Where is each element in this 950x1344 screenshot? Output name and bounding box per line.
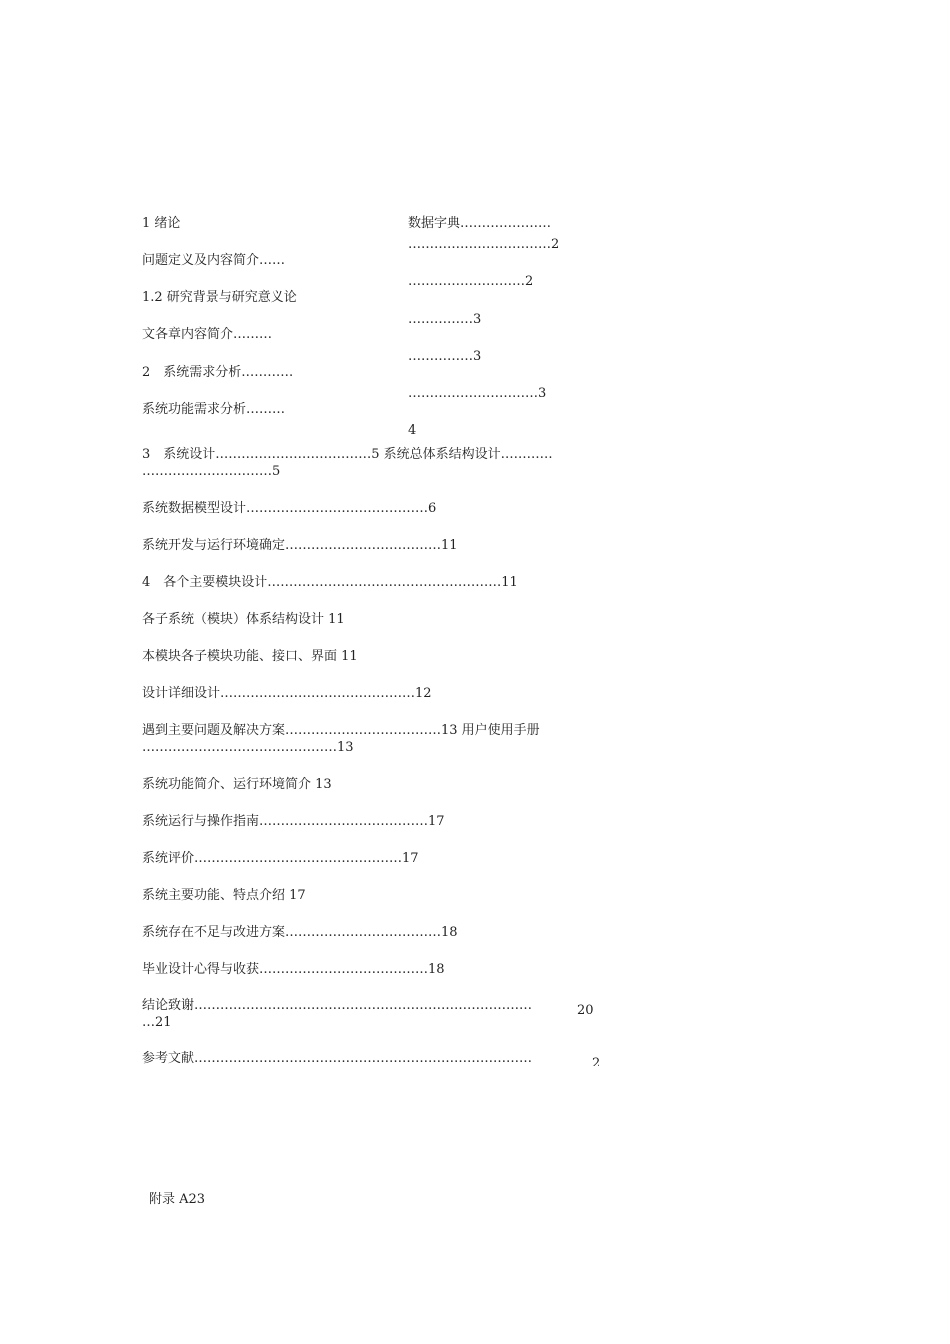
toc-page-number: ……………………………2 bbox=[408, 237, 560, 252]
toc-page-number: …………………………3 bbox=[408, 386, 547, 401]
toc-entry-submodule-functions: 本模块各子模块功能、接口、界面 11 bbox=[142, 649, 358, 664]
toc-entry-problems-solutions: 遇到主要问题及解决方案………………………………13 用户使用手册 bbox=[142, 723, 540, 738]
toc-page-number: ………………………2 bbox=[408, 274, 534, 289]
toc-entry-appendix: 附录 A23 bbox=[149, 1192, 206, 1207]
toc-entry-requirements: 2 系统需求分析………… bbox=[142, 365, 294, 380]
toc-page-number: ……………3 bbox=[408, 349, 482, 364]
toc-entry-detailed-design: 设计详细设计………………………………………12 bbox=[142, 686, 432, 701]
toc-page-number: ………………………………………13 bbox=[142, 740, 354, 755]
toc-entry-functional-requirements: 系统功能需求分析……… bbox=[142, 402, 286, 417]
toc-entry-references: 参考文献…………………………………………………………………… bbox=[142, 1051, 533, 1066]
toc-entry-system-design: 3 系统设计………………………………5 系统总体系结构设计………… bbox=[142, 447, 553, 462]
toc-entry-environment: 系统开发与运行环境确定………………………………11 bbox=[142, 538, 458, 553]
toc-entry-data-dictionary: 数据字典………………… bbox=[408, 216, 552, 231]
toc-page-number: 20 bbox=[577, 1003, 594, 1015]
toc-page-number: 2 bbox=[592, 1056, 601, 1066]
toc-page-number: …21 bbox=[142, 1015, 172, 1030]
toc-entry-modules: 4 各个主要模块设计………………………………………………11 bbox=[142, 575, 518, 590]
toc-page-number: …………………………5 bbox=[142, 464, 281, 479]
toc-entry-shortcomings: 系统存在不足与改进方案………………………………18 bbox=[142, 925, 458, 940]
toc-entry-data-model: 系统数据模型设计……………………………………6 bbox=[142, 501, 437, 516]
toc-entry-research-background: 1.2 研究背景与研究意义论 bbox=[142, 290, 297, 305]
toc-entry-subsystem-architecture: 各子系统（模块）体系结构设计 11 bbox=[142, 612, 345, 627]
toc-entry-experience: 毕业设计心得与收获…………………………………18 bbox=[142, 962, 445, 977]
toc-entry-introduction: 1 绪论 bbox=[142, 216, 181, 231]
toc-entry-system-evaluation: 系统评价…………………………………………17 bbox=[142, 851, 419, 866]
toc-entry-operation-guide: 系统运行与操作指南…………………………………17 bbox=[142, 814, 445, 829]
toc-entry-problem-definition: 问题定义及内容简介…… bbox=[142, 253, 286, 268]
toc-entry-conclusion-thanks: 结论致谢…………………………………………………………………… bbox=[142, 998, 533, 1013]
toc-page-number: 4 bbox=[408, 423, 417, 438]
toc-entry-chapter-summary: 文各章内容简介……… bbox=[142, 327, 273, 342]
toc-page-number: ……………3 bbox=[408, 312, 482, 327]
toc-entry-main-features: 系统主要功能、特点介绍 17 bbox=[142, 888, 306, 903]
toc-entry-function-overview: 系统功能简介、运行环境简介 13 bbox=[142, 777, 332, 792]
